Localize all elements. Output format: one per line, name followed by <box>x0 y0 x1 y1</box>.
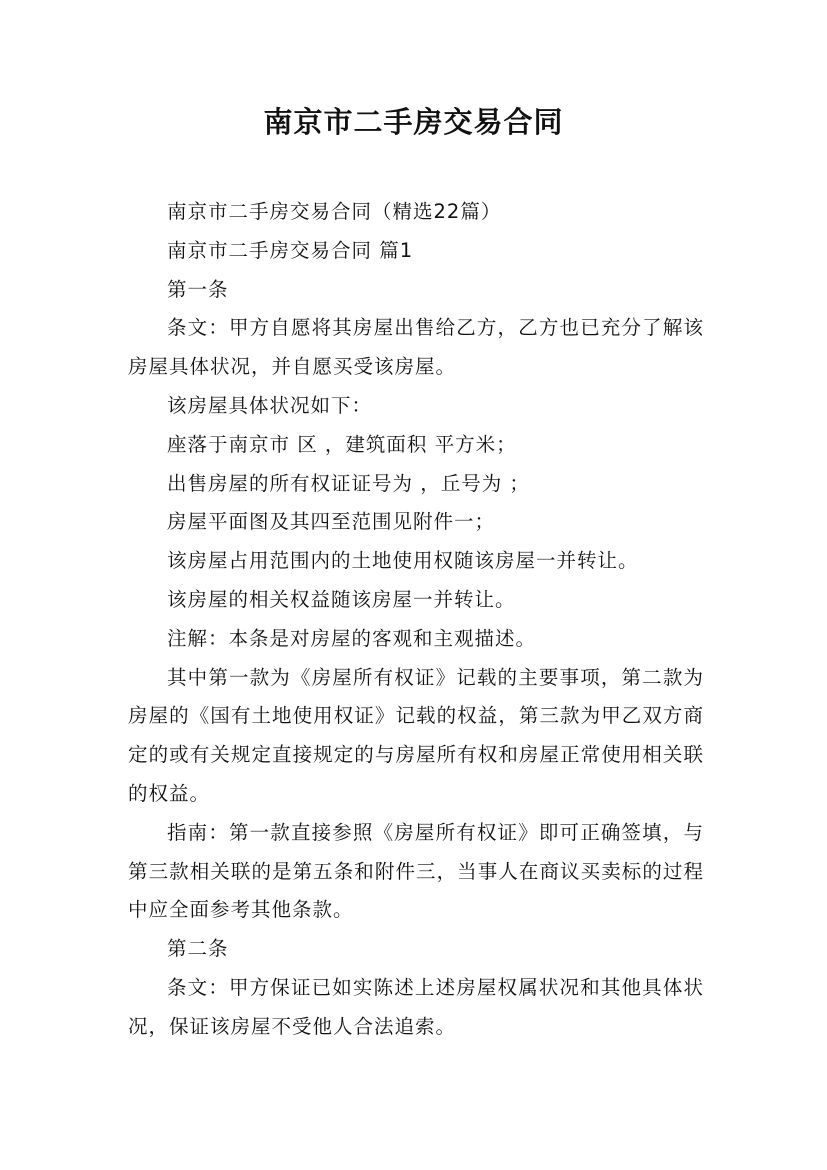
paragraph-article-two: 第二条 <box>167 937 229 961</box>
paragraph: 该房屋占用范围内的土地使用权随该房屋一并转让。 <box>167 549 639 573</box>
paragraph: 条文：甲方自愿将其房屋出售给乙方，乙方也已充分了解该房屋具体状况，并自愿买受该房屋。 <box>128 316 704 379</box>
paragraph: 房屋平面图及其四至范围见附件一； <box>167 510 496 534</box>
document-title: 南京市二手房交易合同 <box>263 105 564 139</box>
paragraph: 条文：甲方保证已如实陈述上述房屋权属状况和其他具体状况，保证该房屋不受他人合法追索。 <box>128 975 704 1038</box>
paragraph: 座落于南京市 区 ，建筑面积 平方米； <box>167 432 517 456</box>
paragraph-article-one: 第一条 <box>167 277 229 301</box>
paragraph: 出售房屋的所有权证证号为 ，丘号为 ； <box>167 471 530 495</box>
paragraph: 其中第一款为《房屋所有权证》记载的主要事项，第二款为房屋的《国有土地使用权证》记载的权益，第三款为甲乙双方商定的或有关规定直接规定的与房屋所有权和房屋正常使用相关联的权益。 <box>128 665 704 805</box>
document-body <box>128 193 704 1047</box>
paragraph: 该房屋的相关权益随该房屋一并转让。 <box>167 587 516 611</box>
paragraph-annotation: 注解：本条是对房屋的客观和主观描述。 <box>167 626 537 650</box>
paragraph: 该房屋具体状况如下： <box>167 393 373 417</box>
paragraph-guide: 指南：第一款直接参照《房屋所有权证》即可正确签填，与第三款相关联的是第五条和附件三，当事人在商议买卖标的过程中应全面参考其他条款。 <box>128 820 704 922</box>
paragraph-section-heading: 南京市二手房交易合同 篇1 <box>167 238 414 262</box>
paragraph-doc-heading: 南京市二手房交易合同（精选22篇） <box>167 200 502 223</box>
